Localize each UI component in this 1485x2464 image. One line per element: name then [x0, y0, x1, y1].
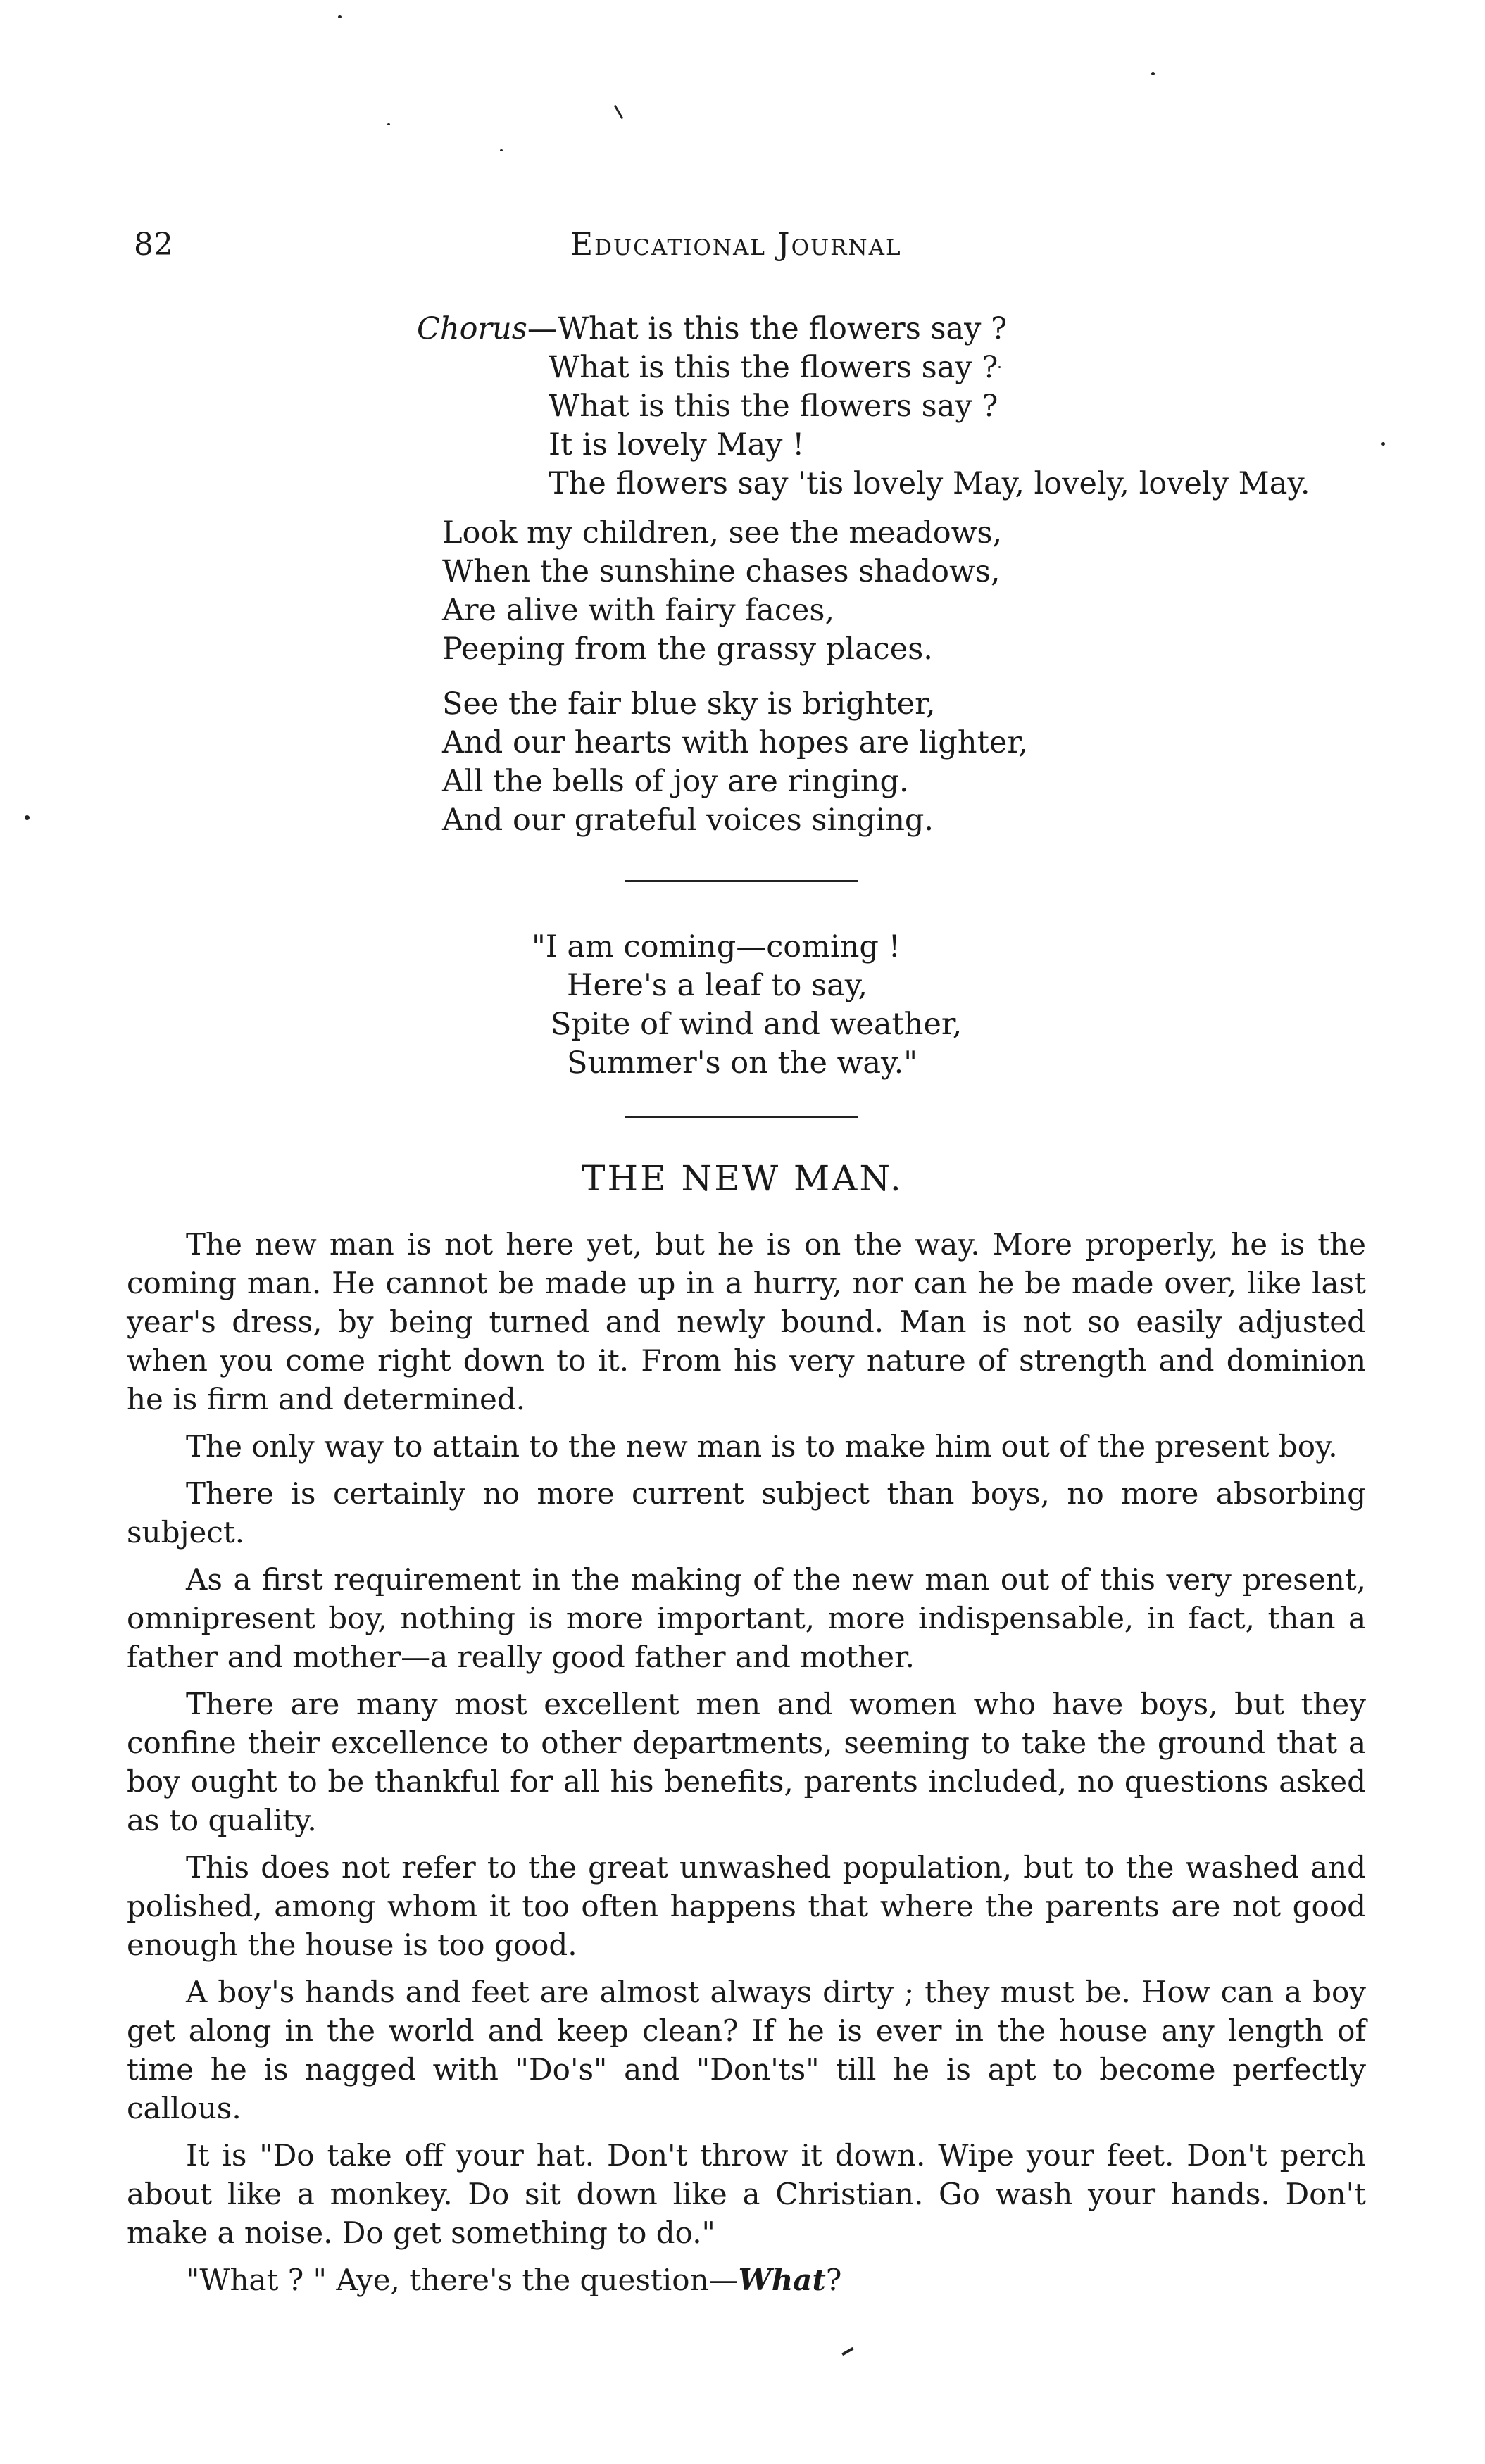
scan-speck	[387, 123, 390, 125]
stanza-line: See the fair blue sky is brighter,	[442, 686, 936, 722]
stanza-line: Peeping from the grassy places.	[442, 631, 933, 667]
chorus-line: It is lovely May !	[549, 427, 805, 463]
quote-line: Here's a leaf to say,	[567, 968, 868, 1003]
chorus-block	[417, 310, 1310, 503]
scan-speck	[25, 815, 30, 820]
scan-speck	[614, 105, 624, 120]
article-paragraph: The new man is not here yet, but he is on the way. More properly, he is the coming man. He cannot be made up in a hurry, nor can he be made over, like last year's dress, by being turned and newly bound. Man is not so easily adjusted when you come right down to it. From his very nature of strength and dominion he is firm and determined.	[127, 1227, 1366, 1416]
closing-suffix: ?	[825, 2263, 842, 2297]
quote-line: "I am coming—coming !	[532, 929, 901, 964]
stanza-line: And our grateful voices singing.	[442, 803, 934, 838]
chorus-line	[417, 310, 1310, 348]
article-paragraph: As a first requirement in the making of the new man out of this very present, omnipresent boy, nothing is more important, more indispensable, in fact, than a father and mother—a really good father and mother.	[127, 1562, 1366, 1674]
stanza	[442, 685, 1028, 840]
article-paragraph: There is certainly no more current subject than boys, no more absorbing subject.	[127, 1476, 1366, 1550]
stanza-line: All the bells of joy are ringing.	[442, 764, 909, 799]
scan-speck	[338, 15, 342, 18]
article-paragraph: This does not refer to the great unwashed population, but to the washed and polished, among whom it too often happens that where the parents are not good enough the house is too good.	[127, 1850, 1366, 1962]
section-divider	[625, 1116, 858, 1118]
running-title: Educational Journal	[570, 227, 902, 263]
quote-line: Summer's on the way."	[567, 1045, 918, 1081]
chorus-label: Chorus	[417, 311, 527, 346]
scan-speck	[500, 149, 503, 151]
scan-speck	[841, 2347, 854, 2356]
quote-block	[532, 928, 962, 1083]
article-paragraph: The only way to attain to the new man is to make him out of the present boy.	[186, 1429, 1338, 1464]
closing-prefix: "What ? " Aye, there's the question—	[186, 2263, 739, 2297]
running-header	[134, 227, 1351, 269]
scan-speck	[1151, 72, 1155, 75]
quote-line: Spite of wind and weather,	[551, 1007, 963, 1042]
stanza	[442, 514, 1002, 669]
stanza-line: Are alive with fairy faces,	[442, 593, 835, 628]
scan-speck	[1381, 442, 1385, 446]
article-paragraph: A boy's hands and feet are almost always dirty ; they must be. How can a boy get along in the world and keep clean? If he is ever in the house any length of time he is nagged with "Do's" and "Don'ts" till he is apt to become perfectly callous.	[127, 1975, 1366, 2125]
stanza-line: Look my children, see the meadows,	[442, 515, 1003, 551]
chorus-line: The flowers say 'tis lovely May, lovely, lovely May.	[549, 466, 1310, 501]
stanza-line: When the sunshine chases shadows,	[442, 554, 1001, 589]
closing-emphasis: What	[738, 2263, 826, 2297]
article-paragraph: There are many most excellent men and women who have boys, but they confine their excellence to other departments, seeming to take the ground that a boy ought to be thankful for all his benefits, parents included, no questions asked as to quality.	[127, 1687, 1366, 1837]
article-paragraph: It is "Do take off your hat. Don't throw it down. Wipe your feet. Don't perch about like a monkey. Do sit down like a Christian. Go wash your hands. Don't make a noise. Do get something to do."	[127, 2138, 1366, 2250]
article-closing-line	[127, 2261, 1366, 2299]
chorus-line: What is this the flowers say ?	[549, 350, 998, 385]
article-title: THE NEW MAN.	[582, 1158, 903, 1199]
chorus-line-text: —What is this the flowers say ?	[527, 311, 1008, 346]
section-divider	[625, 880, 858, 882]
stanza-line: And our hearts with hopes are lighter,	[442, 725, 1028, 760]
chorus-line: What is this the flowers say ?	[549, 389, 998, 424]
article-body	[127, 1225, 1366, 2308]
page-number: 82	[134, 227, 173, 263]
